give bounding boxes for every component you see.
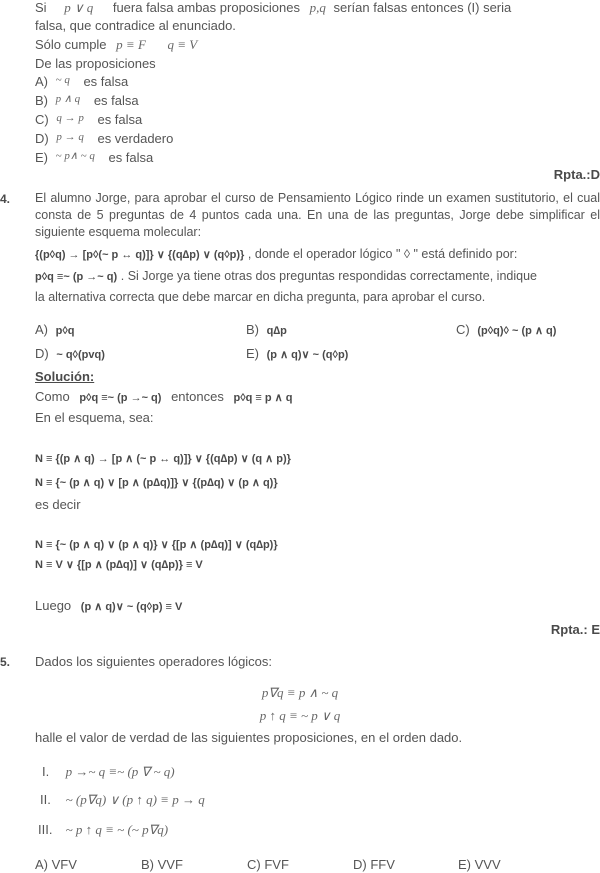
math: p ∨ q: [64, 0, 94, 15]
math: q∆p: [266, 325, 287, 337]
math: p◊q ≡ p ∧ q: [233, 392, 293, 404]
math: ~ q◊(pvq): [56, 349, 105, 361]
text: es falsa: [97, 112, 143, 127]
text: es falsa: [108, 150, 154, 165]
label: C): [456, 322, 470, 337]
math: ~ q: [55, 74, 70, 86]
question-5-task: halle el valor de verdad de las siguientes proposiciones, en el orden dado.: [35, 730, 463, 745]
operator-definition-2: p ↑ q ≡ ~ p ∨ q: [259, 708, 341, 723]
question-4-last-line: la alternativa correcta que debe marcar en dicha pregunta, para aprobar el curso.: [35, 290, 486, 304]
prev-line-4: De las proposiciones: [35, 56, 156, 71]
math: (p ∧ q)∨ ~ (q◊p): [266, 349, 349, 361]
prev-option-a: [35, 74, 128, 91]
text: es verdadero: [97, 131, 174, 146]
text: Luego: [35, 598, 72, 613]
label: E): [35, 150, 48, 165]
question-5-number: 5.: [0, 655, 11, 669]
question-4-formula-line: [35, 246, 517, 263]
prev-option-d: [35, 131, 173, 148]
solution-formula-1: N ≡ {(p ∧ q) → [p ∧ (~ p ↔ q)]} ∨ {(q∆p) ∨ (q ∧ p)}: [35, 453, 291, 465]
math: p◊q ≡~ (p →~ q): [79, 392, 162, 404]
question-5-intro: Dados los siguientes operadores lógicos:: [35, 654, 273, 669]
math: ~ (p∇q) ∨ (p ↑ q) ≡ p → q: [65, 792, 205, 807]
label: A): [35, 74, 48, 89]
math: p →~ q ≡~ (p ∇ ~ q): [65, 764, 175, 779]
label: E): [246, 346, 259, 361]
formula: {(p◊q) → [p◊(~ p ↔ q)]} ∨ {(q∆p) ∨ (q◊p)}: [35, 249, 245, 261]
q5-option-b: B) VVF: [141, 857, 183, 872]
label: D): [35, 346, 49, 361]
solution-como-line: [35, 389, 292, 406]
prev-line-2: falsa, que contradice al enunciado.: [35, 18, 236, 33]
solution-formula-4: N ≡ V ∨ {[p ∧ (p∆q)] ∨ (q∆p)} ≡ V: [35, 559, 203, 571]
text: entonces: [171, 389, 224, 404]
q5-option-e: E) VVV: [458, 857, 501, 872]
text: fuera falsa ambas proposiciones: [112, 0, 300, 15]
proposition-3: [38, 822, 168, 838]
text: Si: [35, 0, 47, 15]
text: Sólo cumple: [35, 37, 107, 52]
solution-formula-2: N ≡ {~ (p ∧ q) ∨ [p ∧ (p∆q)]} ∨ {(p∆q) ∨ (p ∧ q)}: [35, 477, 278, 489]
label: A): [35, 322, 48, 337]
solution-formula-3: N ≡ {~ (p ∧ q) ∨ (p ∧ q)} ∨ {[p ∧ (p∆q)] ∨ (q∆p)}: [35, 539, 278, 551]
label: C): [35, 112, 49, 127]
math: q → p: [56, 112, 84, 124]
text: serían falsas entonces (I) seria: [333, 0, 512, 15]
operator-definition-1: p∇q ≡ p ∧ ~ q: [261, 685, 339, 700]
label: B): [246, 322, 259, 337]
math: p → q: [56, 131, 84, 143]
q4-option-a: [35, 322, 75, 339]
q4-option-b: [246, 322, 287, 339]
proposition-2: [40, 792, 205, 808]
math: ~ p ↑ q ≡ ~ (~ p∇q): [65, 822, 169, 837]
formula: p◊q ≡~ (p →~ q): [35, 271, 118, 283]
math: (p ∧ q)∨ ~ (q◊p) ≡ V: [80, 601, 183, 613]
prev-option-c: [35, 112, 142, 129]
prev-option-b: [35, 93, 139, 110]
math: p◊q: [55, 325, 75, 337]
prev-option-e: [35, 150, 153, 167]
text: El alumno Jorge, para aprobar el curso de Pensamiento Lógico rinde un examen sustitutorio, el cual consta de 5 preguntas de 4 puntos cada una. En una de las preguntas, Jorge debe simplificar el siguiente esquema molecular:: [35, 191, 600, 239]
math: q ≡ V: [167, 37, 198, 52]
label: B): [35, 93, 48, 108]
label: III.: [38, 822, 53, 837]
prev-line-1: [35, 0, 511, 16]
math: p ≡ F: [116, 37, 146, 52]
math: p,q: [309, 0, 326, 15]
q4-option-c: [456, 322, 556, 339]
text: . Si Jorge ya tiene otras dos preguntas respondidas correctamente, indique: [120, 269, 537, 283]
text: es falsa: [93, 93, 139, 108]
q5-option-c: C) FVF: [247, 857, 289, 872]
question-4-answer: Rpta.: E: [550, 622, 600, 637]
prev-answer: Rpta.:D: [553, 167, 600, 182]
text: es falsa: [83, 74, 129, 89]
text: Como: [35, 389, 70, 404]
question-4-paragraph: [35, 190, 600, 241]
proposition-1: [42, 764, 175, 780]
solution-title: Solución:: [35, 369, 95, 384]
math: (p◊q)◊ ~ (p ∧ q): [477, 325, 557, 337]
label: D): [35, 131, 49, 146]
prev-line-3: [35, 37, 197, 53]
solution-luego-line: [35, 598, 182, 615]
q5-option-a: A) VFV: [35, 857, 77, 872]
q4-option-e: [246, 346, 348, 363]
math: ~ p∧ ~ q: [55, 150, 95, 162]
q5-option-d: D) FFV: [353, 857, 395, 872]
label: II.: [40, 792, 51, 807]
math: p ∧ q: [55, 93, 81, 105]
q4-option-d: [35, 346, 105, 363]
solution-es-decir: es decir: [35, 497, 81, 512]
text: , donde el operador lógico " ◊ " está definido por:: [247, 247, 518, 261]
question-4-number: 4.: [0, 192, 11, 206]
label: I.: [42, 764, 50, 779]
solution-esquema-line: En el esquema, sea:: [35, 410, 154, 425]
question-4-definition-line: [35, 268, 537, 285]
